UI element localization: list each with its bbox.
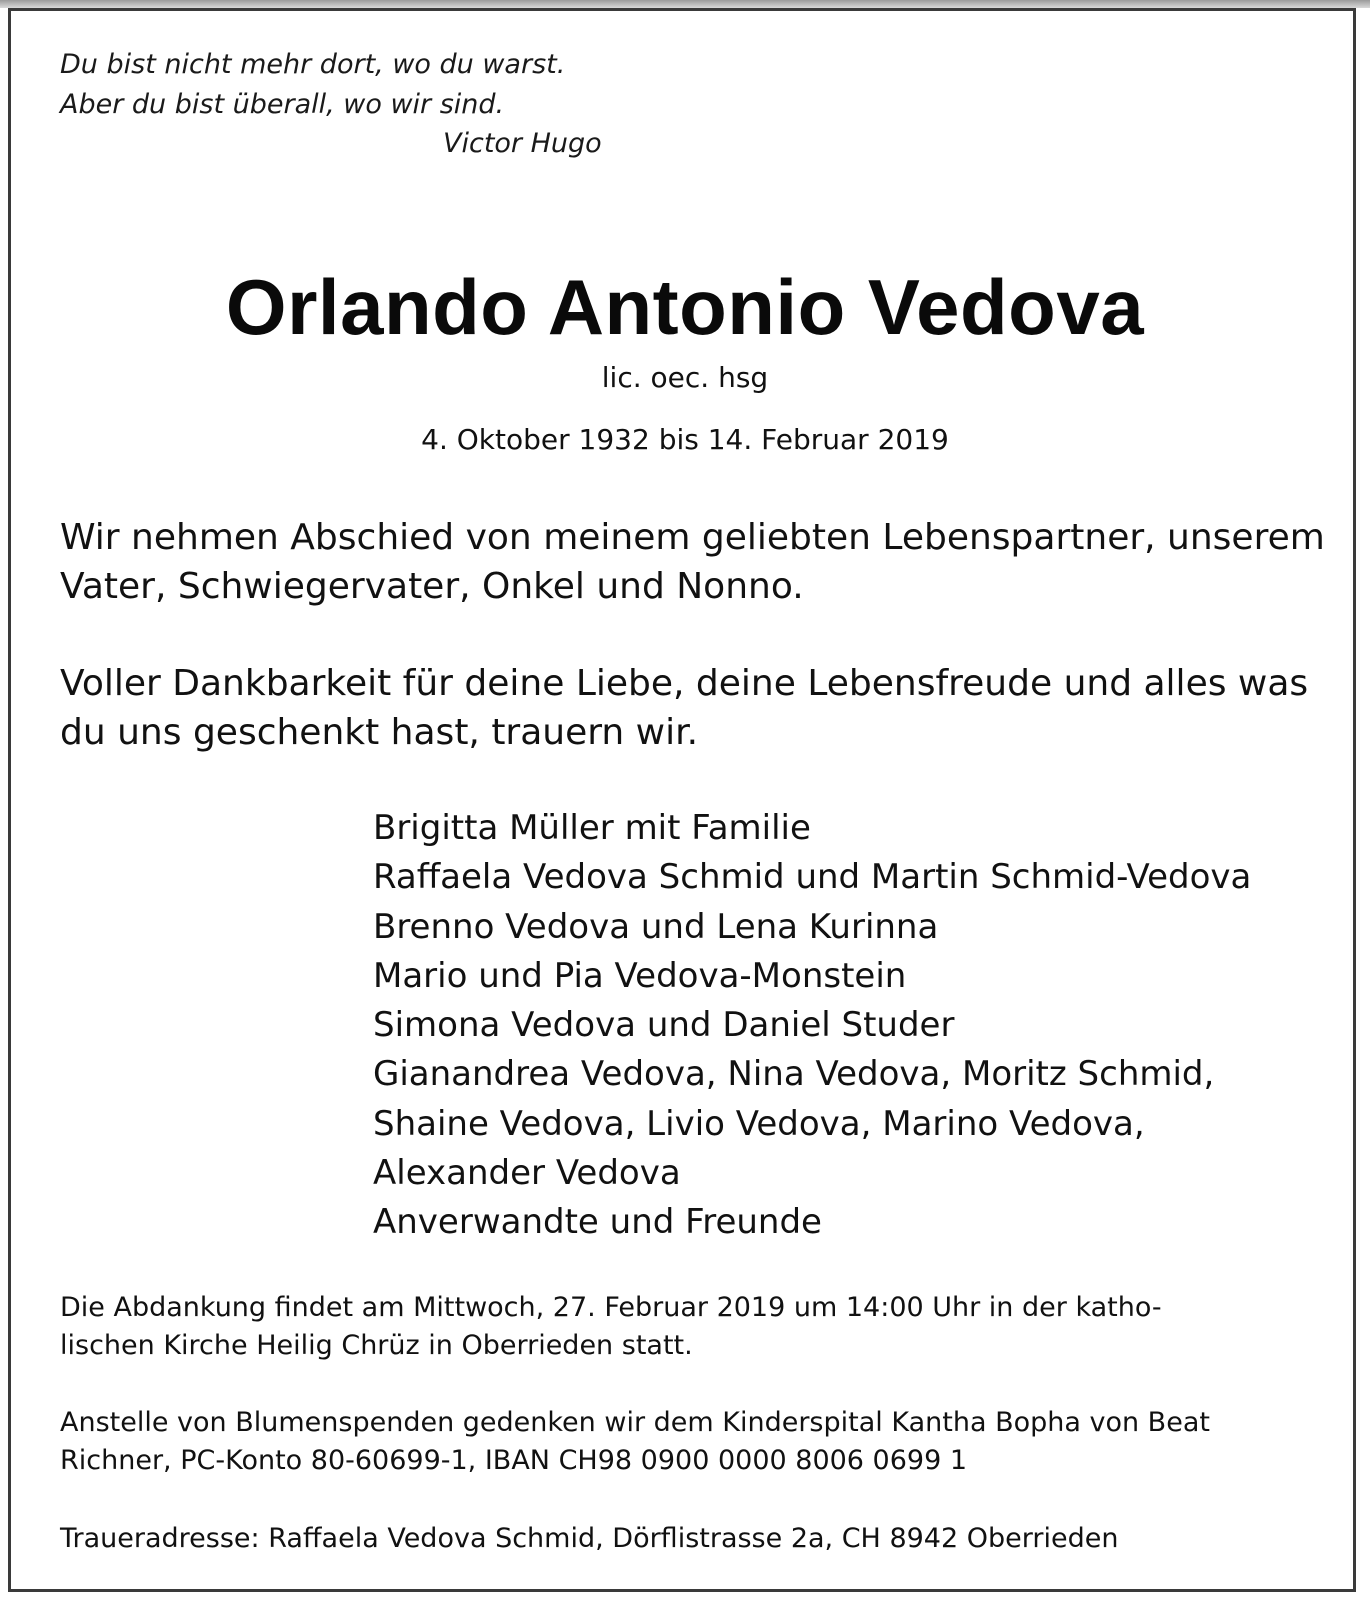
service-line-2: lischen Kirche Heilig Chrüz in Oberrieden statt.: [60, 1330, 693, 1361]
deceased-degree: lic. oec. hsg: [601, 361, 769, 394]
mourning-address: Traueradresse: Raffaela Vedova Schmid, Dörflistrasse 2a, CH 8942 Oberrieden: [60, 1523, 1119, 1554]
farewell-paragraph: [60, 513, 1330, 611]
mourner-entry: Gianandrea Vedova, Nina Vedova, Moritz Schmid,: [373, 1054, 1215, 1095]
donation-info: [60, 1404, 1325, 1480]
farewell-line-2: Vater, Schwiegervater, Onkel und Nonno.: [60, 566, 804, 607]
gratitude-line-2: du uns geschenkt hast, trauern wir.: [60, 712, 699, 753]
donation-line-1: Anstelle von Blumenspenden gedenken wir dem Kinderspital Kantha Bopha von Beat: [60, 1407, 1210, 1438]
mourner-entry: Simona Vedova und Daniel Studer: [373, 1005, 955, 1046]
mourners-list: [373, 804, 1251, 1248]
mourner-entry: Shaine Vedova, Livio Vedova, Marino Vedova,: [373, 1103, 1145, 1144]
mourner-entry: Raffaela Vedova Schmid und Martin Schmid-Vedova: [373, 857, 1252, 898]
deceased-name: Orlando Antonio Vedova: [225, 263, 1145, 351]
quote-line-2: Aber du bist überall, wo wir sind.: [60, 89, 505, 120]
mourner-entry: Alexander Vedova: [373, 1153, 681, 1194]
service-info: [60, 1289, 1325, 1365]
farewell-line-1: Wir nehmen Abschied von meinem geliebten Lebenspartner, unserem: [60, 517, 1325, 558]
mourner-entry: Brenno Vedova und Lena Kurinna: [373, 906, 939, 947]
mourner-entry: Anverwandte und Freunde: [373, 1202, 822, 1243]
donation-line-2: Richner, PC-Konto 80-60699-1, IBAN CH98 0900 0000 8006 0699 1: [60, 1445, 968, 1476]
top-edge-shadow: [0, 0, 1370, 8]
mourner-entry: Mario und Pia Vedova-Monstein: [373, 955, 907, 996]
gratitude-paragraph: [60, 659, 1330, 757]
service-line-1: Die Abdankung findet am Mittwoch, 27. Februar 2019 um 14:00 Uhr in der katho-: [60, 1292, 1162, 1323]
gratitude-line-1: Voller Dankbarkeit für deine Liebe, deine Lebensfreude und alles was: [60, 663, 1309, 704]
quote-line-1: Du bist nicht mehr dort, wo du warst.: [60, 49, 566, 80]
mourner-entry: Brigitta Müller mit Familie: [373, 808, 811, 848]
life-dates: 4. Oktober 1932 bis 14. Februar 2019: [421, 423, 949, 456]
quote-author: Victor Hugo: [443, 128, 602, 159]
